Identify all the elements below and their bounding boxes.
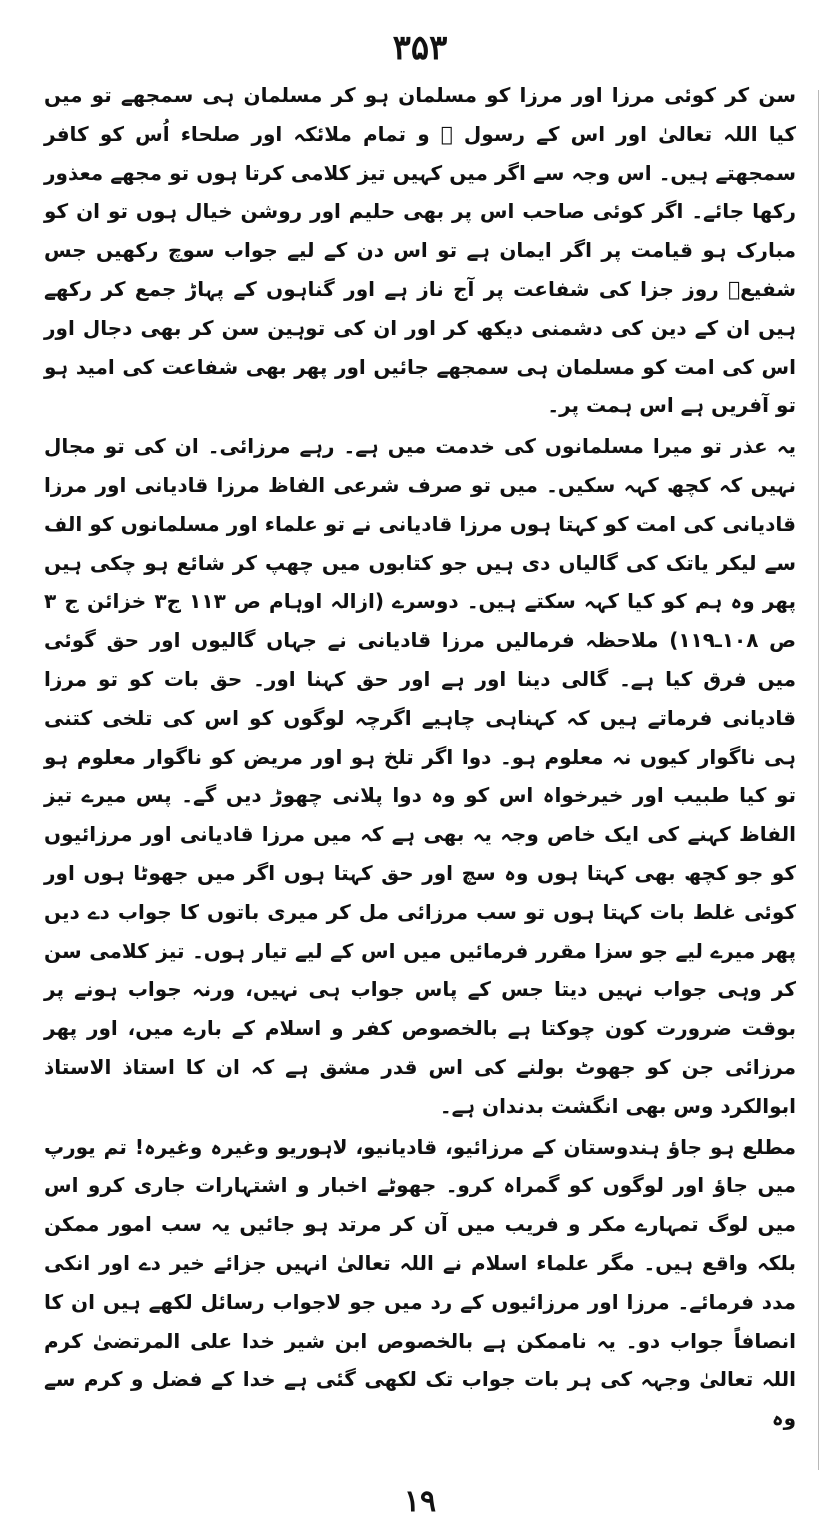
paragraph-1: سن کر کوئی مرزا اور مرزا کو مسلمان ہو کر مسلمان ہی سمجھے تو میں کیا اللہ تعالیٰ اور اس کے رسول ﷺ و تمام ملائکہ اور صلحاء اُس کو کافر سمجھتے ہیں۔ اس وجہ سے اگر میں کہیں تیز کلامی کرتا ہوں تو مجھے معذور رکھا جائے۔ اگر کوئی صاحب اس پر بھی حلیم اور روشن خیال ہوں تو ان کو مبارک ہو قیامت پر اگر ایمان ہے تو اس دن کے لیے جواب سوچ رکھیں جس شفیعؐ روز جزا کی شفاعت پر آج ناز ہے اور گناہوں کے پہاڑ جمع کر رکھے ہیں ان کے دین کی دشمنی دیکھ کر اور ان کی توہین سن کر بھی دجال اور اس کی امت کو مسلمان ہی سمجھے جائیں اور پھر بھی شفاعت کی امید ہو تو آفریں ہے اس ہمت پر۔ — [44, 83, 796, 418]
paragraph-2: یہ عذر تو میرا مسلمانوں کی خدمت میں ہے۔ رہے مرزائی۔ ان کی تو مجال نہیں کہ کچھ کہہ سکیں۔ میں تو صرف شرعی الفاظ مرزا قادیانی اور مرزا قادیانی کی امت کو کہتا ہوں مرزا قادیانی نے تو علماء اور مسلمانوں کو الف سے لیکر یاتک کی گالیاں دی ہیں جو کتابوں میں چھپ کر شائع ہو چکی ہیں پھر وہ ہم کو کیا کہہ سکتے ہیں۔ دوسرے (ازالہ اوہام ص ۱۱۳ ج۳ خزائن ج ۳ ص ۱۰۸ـ۱۱۹) ملاحظہ فرمالیں مرزا قادیانی نے جہاں گالیوں اور حق گوئی میں فرق کیا ہے۔ گالی دینا اور ہے اور حق کہنا اور۔ حق بات کو تو مرزا قادیانی فرماتے ہیں کہ کہناہی چاہیے اگرچہ لوگوں کو اس کی تلخی کتنی ہی ناگوار کیوں نہ معلوم ہو۔ دوا اگر تلخ ہو اور مریض کو ناگوار معلوم ہو تو کیا طبیب اور خیرخواہ اس کو وہ دوا پلانی چھوڑ دیں گے۔ پس میرے تیز الفاظ کہنے کی ایک خاص وجہ یہ بھی ہے کہ میں مرزا قادیانی اور مرزائیوں کو جو کچھ بھی کہتا ہوں وہ سچ اور حق کہتا ہوں اگر میں جھوٹا ہوں اور کوئی غلط بات کہتا ہوں تو سب مرزائی مل کر میری باتوں کا جواب دے دیں پھر میرے لیے جو سزا مقرر فرمائیں میں اس کے لیے تیار ہوں۔ تیز کلامی سن کر وہی جواب نہیں دیتا جس کے پاس جواب ہی نہیں، ورنہ جواب ہونے پر بوقت ضرورت کون چوکتا ہے بالخصوص کفر و اسلام کے بارے میں، اور پھر مرزائی جن کو جھوٹ بولنے کی اس قدر مشق ہے کہ ان کا استاذ الاستاذ ابوالکرد وس بھی انگشت بدندان ہے۔ — [44, 434, 797, 1118]
margin-rule — [818, 90, 819, 1470]
body-text — [44, 76, 796, 1438]
page-number-top: ۳۵۳ — [392, 28, 448, 68]
paragraph-3: مطلع ہو جاؤ ہندوستان کے مرزائیو، قادیانیو، لاہوریو وغیرہ وغیرہ! تم یورپ میں جاؤ اور لوگوں کو گمراہ کرو۔ جھوٹے اخبار و اشتہارات جاری کرو اس میں لوگ تمہارے مکر و فریب میں آن کر مرتد ہو جائیں یہ سب امور ممکن بلکہ واقع ہیں۔ مگر علماء اسلام نے اللہ تعالیٰ انہیں جزائے خیر دے اور انکی مدد فرمائے۔ مرزا اور مرزائیوں کے رد میں جو لاجواب رسائل لکھے ہیں ان کا انصافاً جواب دو۔ یہ ناممکن ہے بالخصوص ابن شیر خدا علی المرتضیٰ کرم اللہ تعالیٰ وجہہ کی ہر بات جواب تک لکھی گئی ہے خدا کے فضل و کرم سے وہ — [44, 1134, 796, 1431]
page-number-bottom: ۱۹ — [403, 1484, 437, 1519]
